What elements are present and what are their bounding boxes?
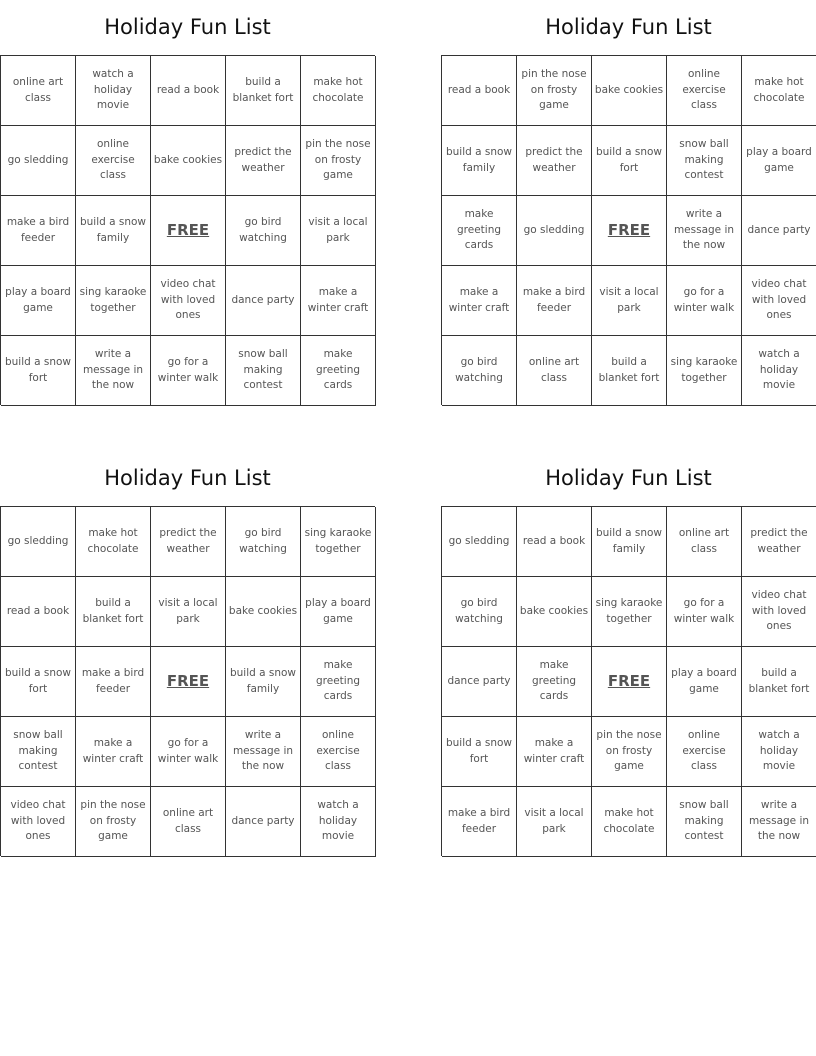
bingo-cell: go sledding <box>517 196 592 266</box>
bingo-cell: online art class <box>517 336 592 406</box>
bingo-cell: go bird watching <box>226 196 301 266</box>
bingo-cell: make hot chocolate <box>301 56 376 126</box>
bingo-cell: build a snow fort <box>1 336 76 406</box>
bingo-cell: go sledding <box>442 507 517 577</box>
bingo-cell: read a book <box>517 507 592 577</box>
bingo-cell: predict the weather <box>517 126 592 196</box>
bingo-card-4 <box>441 451 816 856</box>
bingo-cell: dance party <box>226 787 301 857</box>
bingo-cell: write a message in the now <box>76 336 151 406</box>
bingo-cell: pin the nose on frosty game <box>76 787 151 857</box>
bingo-cell: snow ball making contest <box>667 126 742 196</box>
bingo-cell: go for a winter walk <box>151 717 226 787</box>
bingo-cell: video chat with loved ones <box>151 266 226 336</box>
bingo-cell: build a blanket fort <box>76 577 151 647</box>
card-title: Holiday Fun List <box>104 15 271 39</box>
bingo-cell: bake cookies <box>592 56 667 126</box>
bingo-cell: go bird watching <box>442 336 517 406</box>
bingo-cell: bake cookies <box>517 577 592 647</box>
bingo-card-1 <box>0 0 375 405</box>
bingo-cell: build a snow family <box>592 507 667 577</box>
bingo-cell: video chat with loved ones <box>1 787 76 857</box>
bingo-cell: build a snow family <box>76 196 151 266</box>
bingo-card-3 <box>0 451 375 856</box>
bingo-cell: online art class <box>151 787 226 857</box>
card-title: Holiday Fun List <box>545 466 712 490</box>
bingo-cell: video chat with loved ones <box>742 577 816 647</box>
bingo-cell: build a snow fort <box>592 126 667 196</box>
bingo-cell: online exercise class <box>667 56 742 126</box>
bingo-cell: play a board game <box>301 577 376 647</box>
bingo-cell: online art class <box>1 56 76 126</box>
bingo-cell: sing karaoke together <box>301 507 376 577</box>
bingo-cell: go sledding <box>1 507 76 577</box>
bingo-cell: video chat with loved ones <box>742 266 816 336</box>
bingo-cell: read a book <box>1 577 76 647</box>
bingo-cell: write a message in the now <box>667 196 742 266</box>
bingo-cell: make greeting cards <box>301 336 376 406</box>
free-space-cell: FREE <box>151 647 226 717</box>
bingo-cell: dance party <box>442 647 517 717</box>
bingo-cell: sing karaoke together <box>76 266 151 336</box>
bingo-cell: go for a winter walk <box>667 266 742 336</box>
bingo-cell: snow ball making contest <box>667 787 742 857</box>
bingo-cell: make a winter craft <box>76 717 151 787</box>
bingo-cell: write a message in the now <box>742 787 816 857</box>
bingo-cell: build a snow fort <box>1 647 76 717</box>
bingo-cell: bake cookies <box>151 126 226 196</box>
bingo-card-2 <box>441 0 816 405</box>
bingo-cell: online art class <box>667 507 742 577</box>
bingo-cell: snow ball making contest <box>226 336 301 406</box>
bingo-cell: predict the weather <box>151 507 226 577</box>
bingo-cell: visit a local park <box>301 196 376 266</box>
bingo-cell: make greeting cards <box>517 647 592 717</box>
bingo-cell: make a winter craft <box>517 717 592 787</box>
bingo-cell: go for a winter walk <box>667 577 742 647</box>
bingo-cell: build a snow family <box>226 647 301 717</box>
bingo-cell: make hot chocolate <box>742 56 816 126</box>
bingo-cell: make a bird feeder <box>1 196 76 266</box>
bingo-cell: make hot chocolate <box>76 507 151 577</box>
bingo-cell: go for a winter walk <box>151 336 226 406</box>
bingo-cell: read a book <box>442 56 517 126</box>
bingo-cell: play a board game <box>742 126 816 196</box>
bingo-cell: make a bird feeder <box>76 647 151 717</box>
bingo-cell: online exercise class <box>301 717 376 787</box>
bingo-cell: predict the weather <box>226 126 301 196</box>
bingo-cell: watch a holiday movie <box>301 787 376 857</box>
bingo-cell: online exercise class <box>667 717 742 787</box>
bingo-cell: make hot chocolate <box>592 787 667 857</box>
bingo-cell: pin the nose on frosty game <box>301 126 376 196</box>
bingo-cell: dance party <box>226 266 301 336</box>
bingo-cell: go bird watching <box>442 577 517 647</box>
bingo-cell: watch a holiday movie <box>742 717 816 787</box>
card-title: Holiday Fun List <box>104 466 271 490</box>
free-space-cell: FREE <box>151 196 226 266</box>
free-space-cell: FREE <box>592 647 667 717</box>
bingo-cell: play a board game <box>667 647 742 717</box>
bingo-grid <box>441 55 816 405</box>
bingo-grid <box>441 506 816 856</box>
bingo-cell: dance party <box>742 196 816 266</box>
free-space-cell: FREE <box>592 196 667 266</box>
bingo-cell: snow ball making contest <box>1 717 76 787</box>
bingo-cell: online exercise class <box>76 126 151 196</box>
bingo-cell: make a winter craft <box>301 266 376 336</box>
bingo-cell: pin the nose on frosty game <box>592 717 667 787</box>
bingo-cell: build a blanket fort <box>742 647 816 717</box>
bingo-cell: build a snow fort <box>442 717 517 787</box>
bingo-cell: read a book <box>151 56 226 126</box>
bingo-cell: go sledding <box>1 126 76 196</box>
bingo-cell: predict the weather <box>742 507 816 577</box>
bingo-cell: watch a holiday movie <box>742 336 816 406</box>
bingo-cell: write a message in the now <box>226 717 301 787</box>
bingo-cell: visit a local park <box>151 577 226 647</box>
bingo-cell: make greeting cards <box>301 647 376 717</box>
bingo-cell: make greeting cards <box>442 196 517 266</box>
bingo-cell: make a bird feeder <box>517 266 592 336</box>
bingo-cell: watch a holiday movie <box>76 56 151 126</box>
bingo-grid <box>0 506 375 856</box>
bingo-cell: make a winter craft <box>442 266 517 336</box>
bingo-cell: visit a local park <box>517 787 592 857</box>
bingo-cell: build a blanket fort <box>226 56 301 126</box>
bingo-cell: pin the nose on frosty game <box>517 56 592 126</box>
bingo-cell: sing karaoke together <box>667 336 742 406</box>
bingo-cell: build a snow family <box>442 126 517 196</box>
card-title: Holiday Fun List <box>545 15 712 39</box>
bingo-cell: play a board game <box>1 266 76 336</box>
bingo-cell: visit a local park <box>592 266 667 336</box>
bingo-cell: go bird watching <box>226 507 301 577</box>
bingo-cell: make a bird feeder <box>442 787 517 857</box>
bingo-cell: bake cookies <box>226 577 301 647</box>
bingo-cell: sing karaoke together <box>592 577 667 647</box>
bingo-grid <box>0 55 375 405</box>
bingo-cell: build a blanket fort <box>592 336 667 406</box>
